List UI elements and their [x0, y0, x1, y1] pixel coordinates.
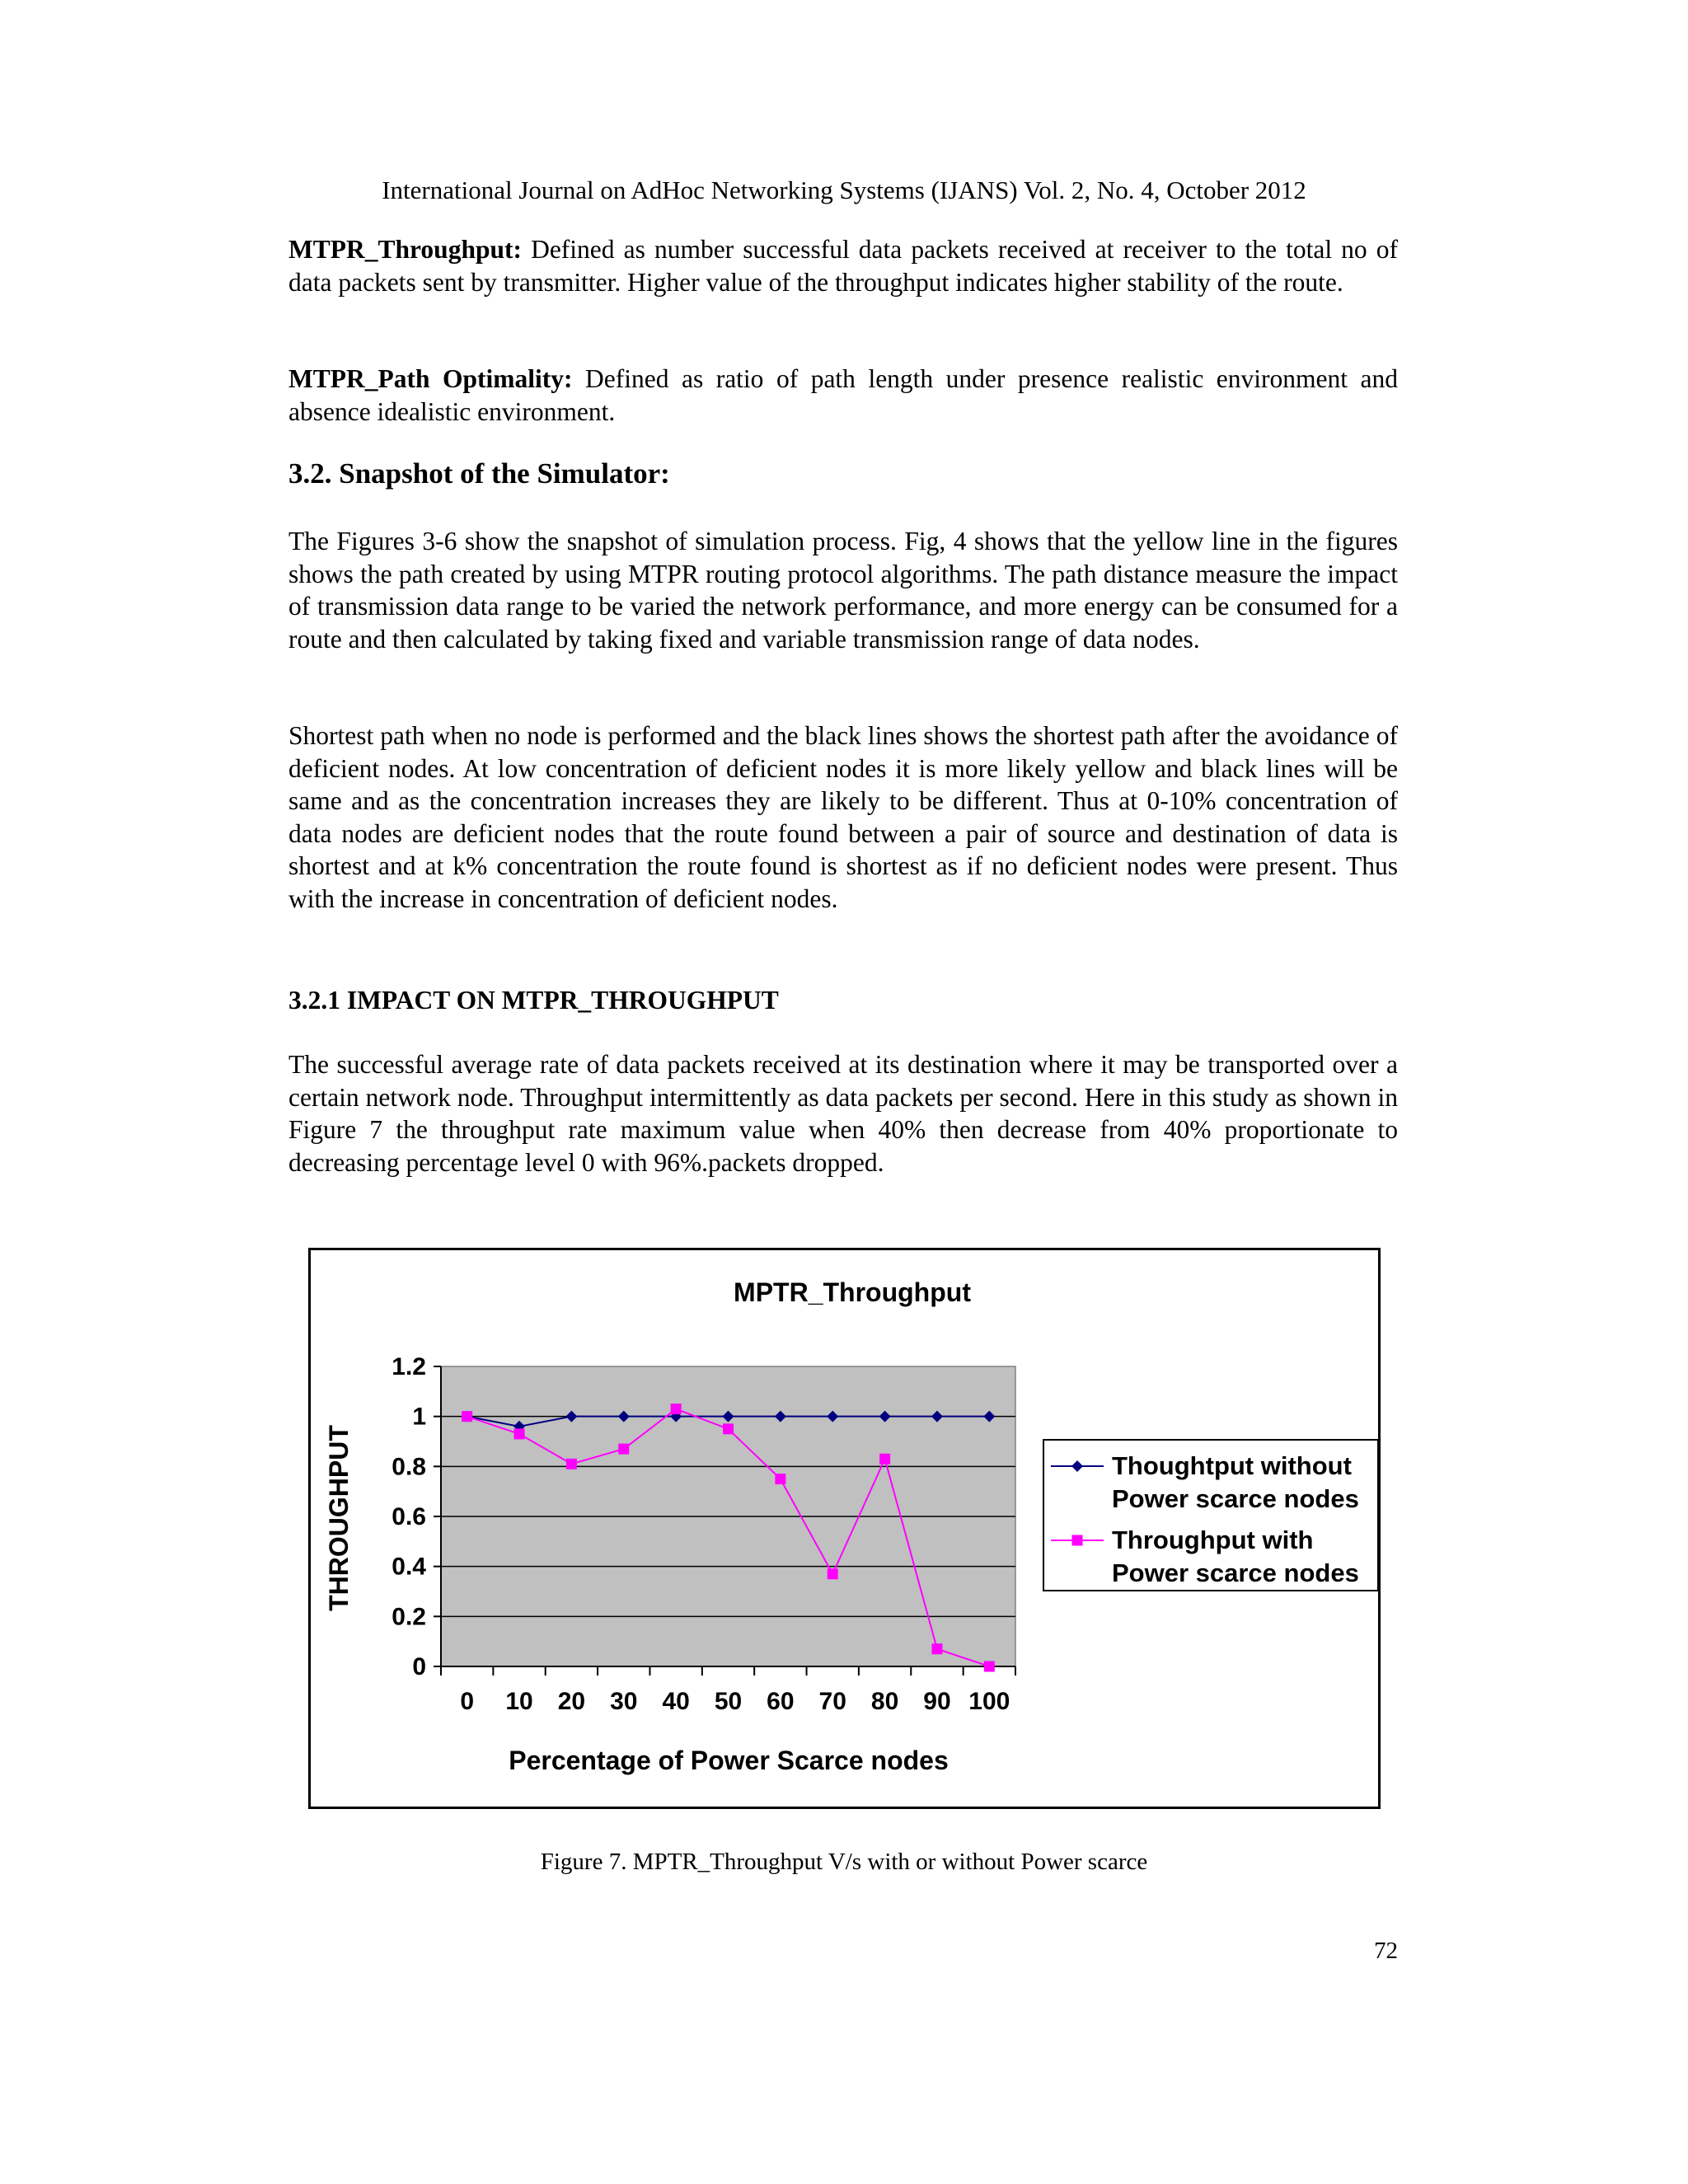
definition-term: MTPR_Path Optimality:: [288, 364, 573, 393]
x-tick-label: 0: [460, 1688, 475, 1715]
data-point-square: [462, 1411, 472, 1422]
journal-header: International Journal on AdHoc Networking Systems (IJANS) Vol. 2, No. 4, October 2012: [382, 176, 1306, 204]
body-paragraph: The Figures 3-6 show the snapshot of simulation process. Fig, 4 shows that the yellow line in the figures shows the path created by using MTPR routing protocol algorithms. The path distance measure the impact of transmission data range to be varied the network performance, and more energy can be consumed for a route and then calculated by taking fixed and variable transmission range of data nodes.: [288, 527, 1398, 654]
x-tick-label: 10: [505, 1688, 533, 1715]
legend-label: Thoughtput without: [1112, 1451, 1352, 1480]
chart-title: MPTR_Throughput: [734, 1277, 971, 1307]
legend-label: Power scarce nodes: [1112, 1558, 1359, 1587]
definition-path-optimality: [288, 363, 1398, 428]
legend-label: Throughput with: [1112, 1526, 1314, 1554]
throughput-chart: [308, 1248, 1381, 1809]
legend-marker-square: [1072, 1535, 1083, 1546]
definition-term: MTPR_Throughput:: [288, 235, 522, 264]
definition-text: Defined as ratio of path length under presence realistic environment and absence idealistic environment.: [288, 364, 1399, 426]
body-paragraph: Shortest path when no node is performed and the black lines shows the shortest path after the avoidance of deficient nodes. At low concentration of deficient nodes it is more likely yellow and black lines will be same and as the concentration increases they are likely to be different. Thus at 0-10% concentration of data nodes are deficient nodes that the route found between a pair of source and destination of data is shortest and at k% concentration the route found is shortest as if no deficient nodes were present. Thus with the increase in concentration of deficient nodes.: [288, 721, 1398, 913]
data-point-square: [671, 1404, 682, 1414]
y-tick-label: 0.2: [392, 1603, 426, 1631]
x-tick-label: 70: [818, 1688, 846, 1715]
x-tick-label: 30: [610, 1688, 638, 1715]
data-point-square: [514, 1428, 525, 1439]
data-point-square: [566, 1459, 577, 1469]
figure-caption: Figure 7. MPTR_Throughput V/s with or without Power scarce: [540, 1849, 1148, 1875]
x-tick-label: 50: [714, 1688, 743, 1715]
data-point-square: [879, 1454, 890, 1465]
data-point-square: [775, 1474, 785, 1484]
x-axis-title: Percentage of Power Scarce nodes: [509, 1746, 949, 1775]
page-number: 72: [1374, 1938, 1398, 1964]
y-tick-label: 0.6: [392, 1503, 426, 1530]
data-point-square: [828, 1568, 838, 1579]
x-tick-label: 40: [662, 1688, 690, 1715]
subsection-heading: 3.2.1 IMPACT ON MTPR_THROUGHPUT: [288, 986, 779, 1015]
y-tick-label: 1: [412, 1403, 426, 1431]
legend-label: Power scarce nodes: [1112, 1484, 1359, 1513]
x-tick-label: 100: [968, 1688, 1010, 1715]
data-point-square: [984, 1661, 995, 1672]
chart-svg: [311, 1250, 1378, 1807]
y-tick-label: 1.2: [392, 1353, 426, 1380]
body-paragraph: The successful average rate of data packets received at its destination where it may be transported over a certain network node. Throughput intermittently as data packets per second. Here in this study as shown in Figure 7 the throughput rate maximum value when 40% then decrease from 40% proportionate to decreasing percentage level 0 with 96%.packets dropped.: [288, 1050, 1398, 1177]
y-tick-label: 0.8: [392, 1453, 426, 1481]
definition-text: Defined as number successful data packets received at receiver to the total no of data packets sent by transmitter. Higher value of the throughput indicates higher stability of the route.: [288, 235, 1399, 297]
data-point-square: [931, 1643, 942, 1654]
x-tick-label: 60: [767, 1688, 795, 1715]
y-tick-label: 0: [412, 1653, 426, 1680]
definition-throughput: [288, 233, 1398, 298]
x-tick-label: 80: [870, 1688, 899, 1715]
x-tick-label: 20: [557, 1688, 586, 1715]
section-heading: 3.2. Snapshot of the Simulator:: [288, 457, 670, 490]
y-axis-title: THROUGHPUT: [324, 1425, 354, 1611]
data-point-square: [723, 1423, 734, 1434]
y-tick-label: 0.4: [392, 1553, 426, 1581]
x-tick-label: 90: [923, 1688, 951, 1715]
data-point-square: [618, 1444, 629, 1455]
